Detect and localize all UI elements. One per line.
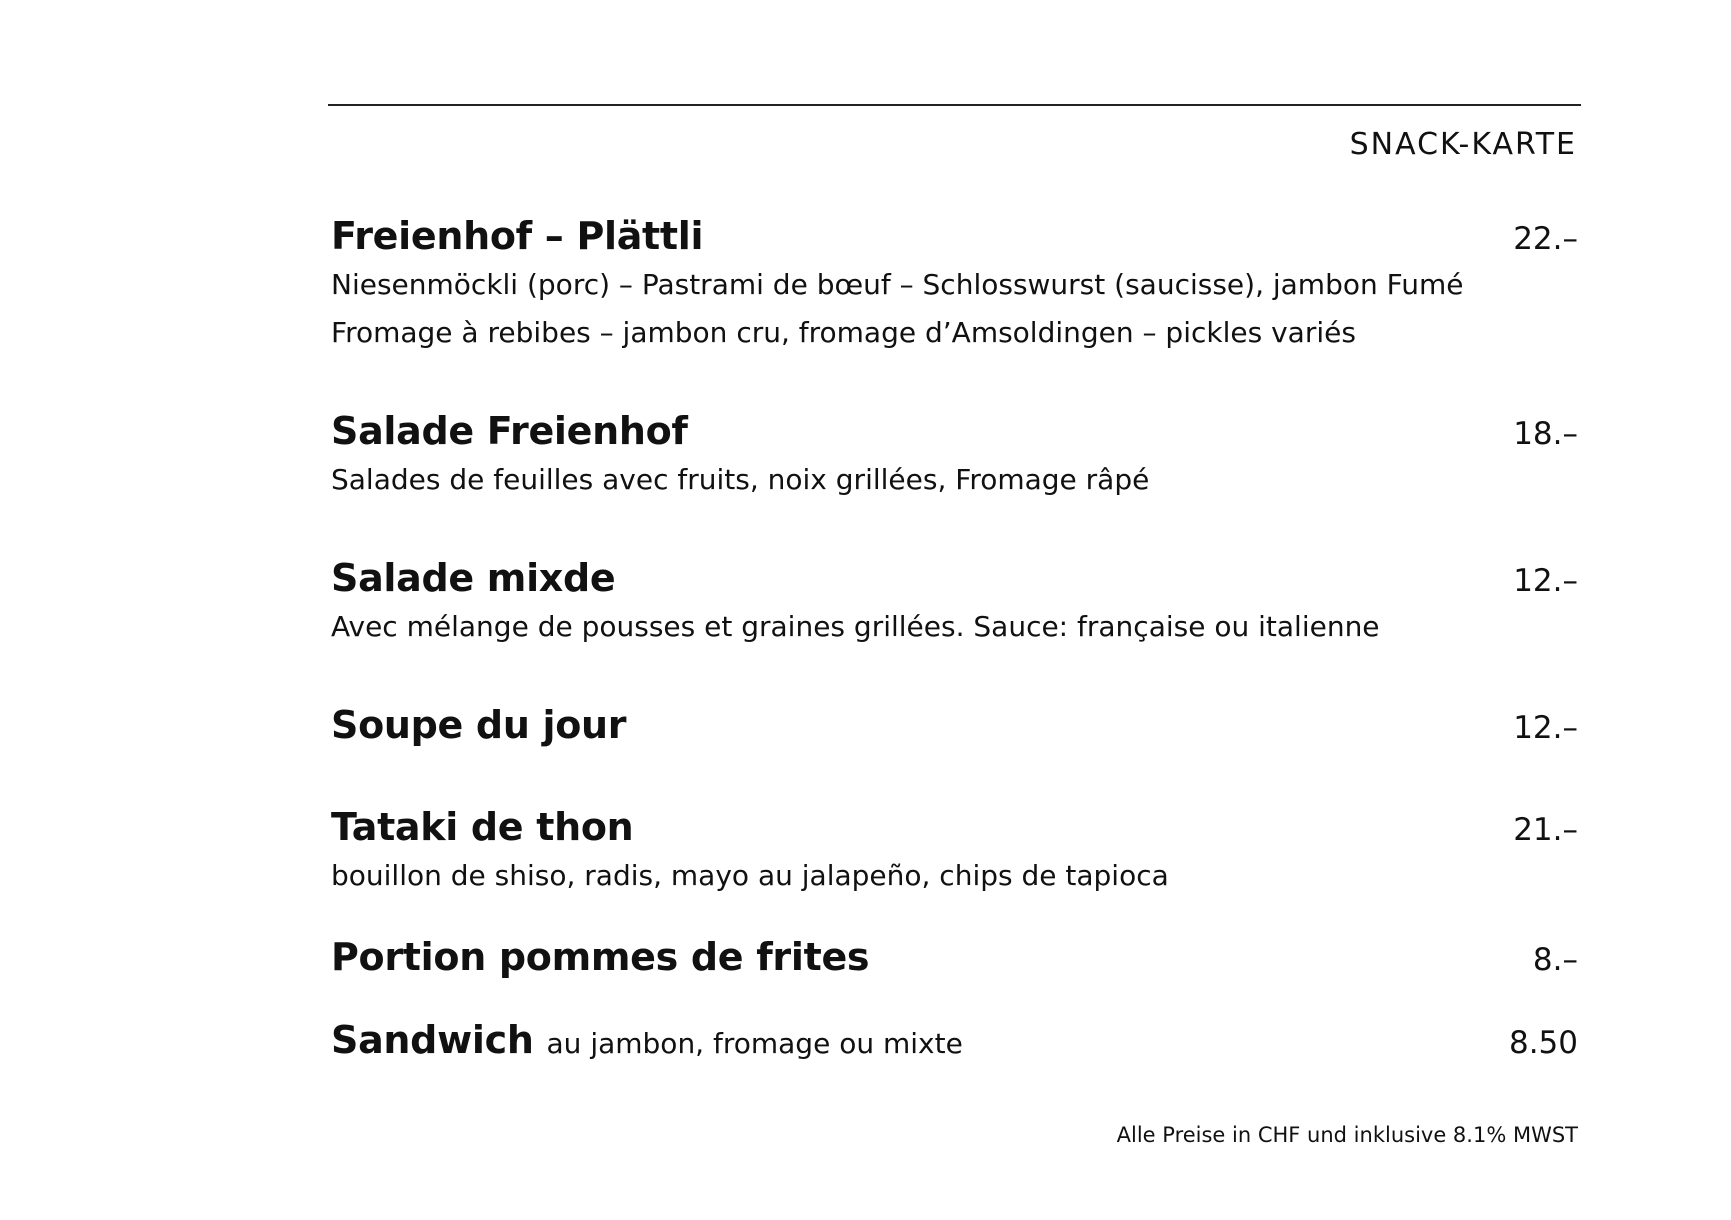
menu-item-pommes-frites: [331, 936, 1578, 980]
item-name: Salade Freienhof: [331, 409, 688, 453]
item-name: Portion pommes de frites: [331, 935, 870, 979]
item-price: 18.–: [1513, 416, 1578, 452]
item-inline-description: au jambon, fromage ou mixte: [546, 1027, 963, 1060]
menu-title: SNACK-KARTE: [1349, 127, 1577, 162]
item-price: 12.–: [1513, 710, 1578, 746]
item-name: Salade mixde: [331, 556, 616, 600]
item-price: 21.–: [1513, 812, 1578, 848]
item-description: Niesenmöckli (porc) – Pastrami de bœuf – Schlosswurst (saucisse), jambon Fumé: [331, 267, 1464, 301]
item-description: Salades de feuilles avec fruits, noix grillées, Fromage râpé: [331, 462, 1150, 496]
menu-item-soupe: [331, 704, 1578, 748]
price-footnote: Alle Preise in CHF und inklusive 8.1% MWST: [1116, 1123, 1578, 1147]
menu-item-sandwich: [331, 1019, 1578, 1063]
item-name: [331, 1019, 963, 1063]
menu-item-salade-mixde: [331, 557, 1578, 651]
menu-item-salade-freienhof: [331, 410, 1578, 504]
item-description: bouillon de shiso, radis, mayo au jalapeño, chips de tapioca: [331, 858, 1169, 892]
menu-item-tataki: [331, 806, 1578, 900]
item-name: Soupe du jour: [331, 703, 627, 747]
item-price: 12.–: [1513, 563, 1578, 599]
item-price: 8.50: [1508, 1025, 1578, 1061]
item-name: Freienhof – Plättli: [331, 214, 704, 258]
item-price: 8.–: [1532, 942, 1578, 978]
item-name: Tataki de thon: [331, 805, 634, 849]
menu-item-plaettli: [331, 215, 1578, 357]
item-description: Avec mélange de pousses et graines grillées. Sauce: française ou italienne: [331, 609, 1380, 643]
item-price: 22.–: [1513, 221, 1578, 257]
top-divider: [328, 104, 1581, 106]
item-name-text: Sandwich: [331, 1018, 534, 1062]
item-description: Fromage à rebibes – jambon cru, fromage d’Amsoldingen – pickles variés: [331, 315, 1356, 349]
